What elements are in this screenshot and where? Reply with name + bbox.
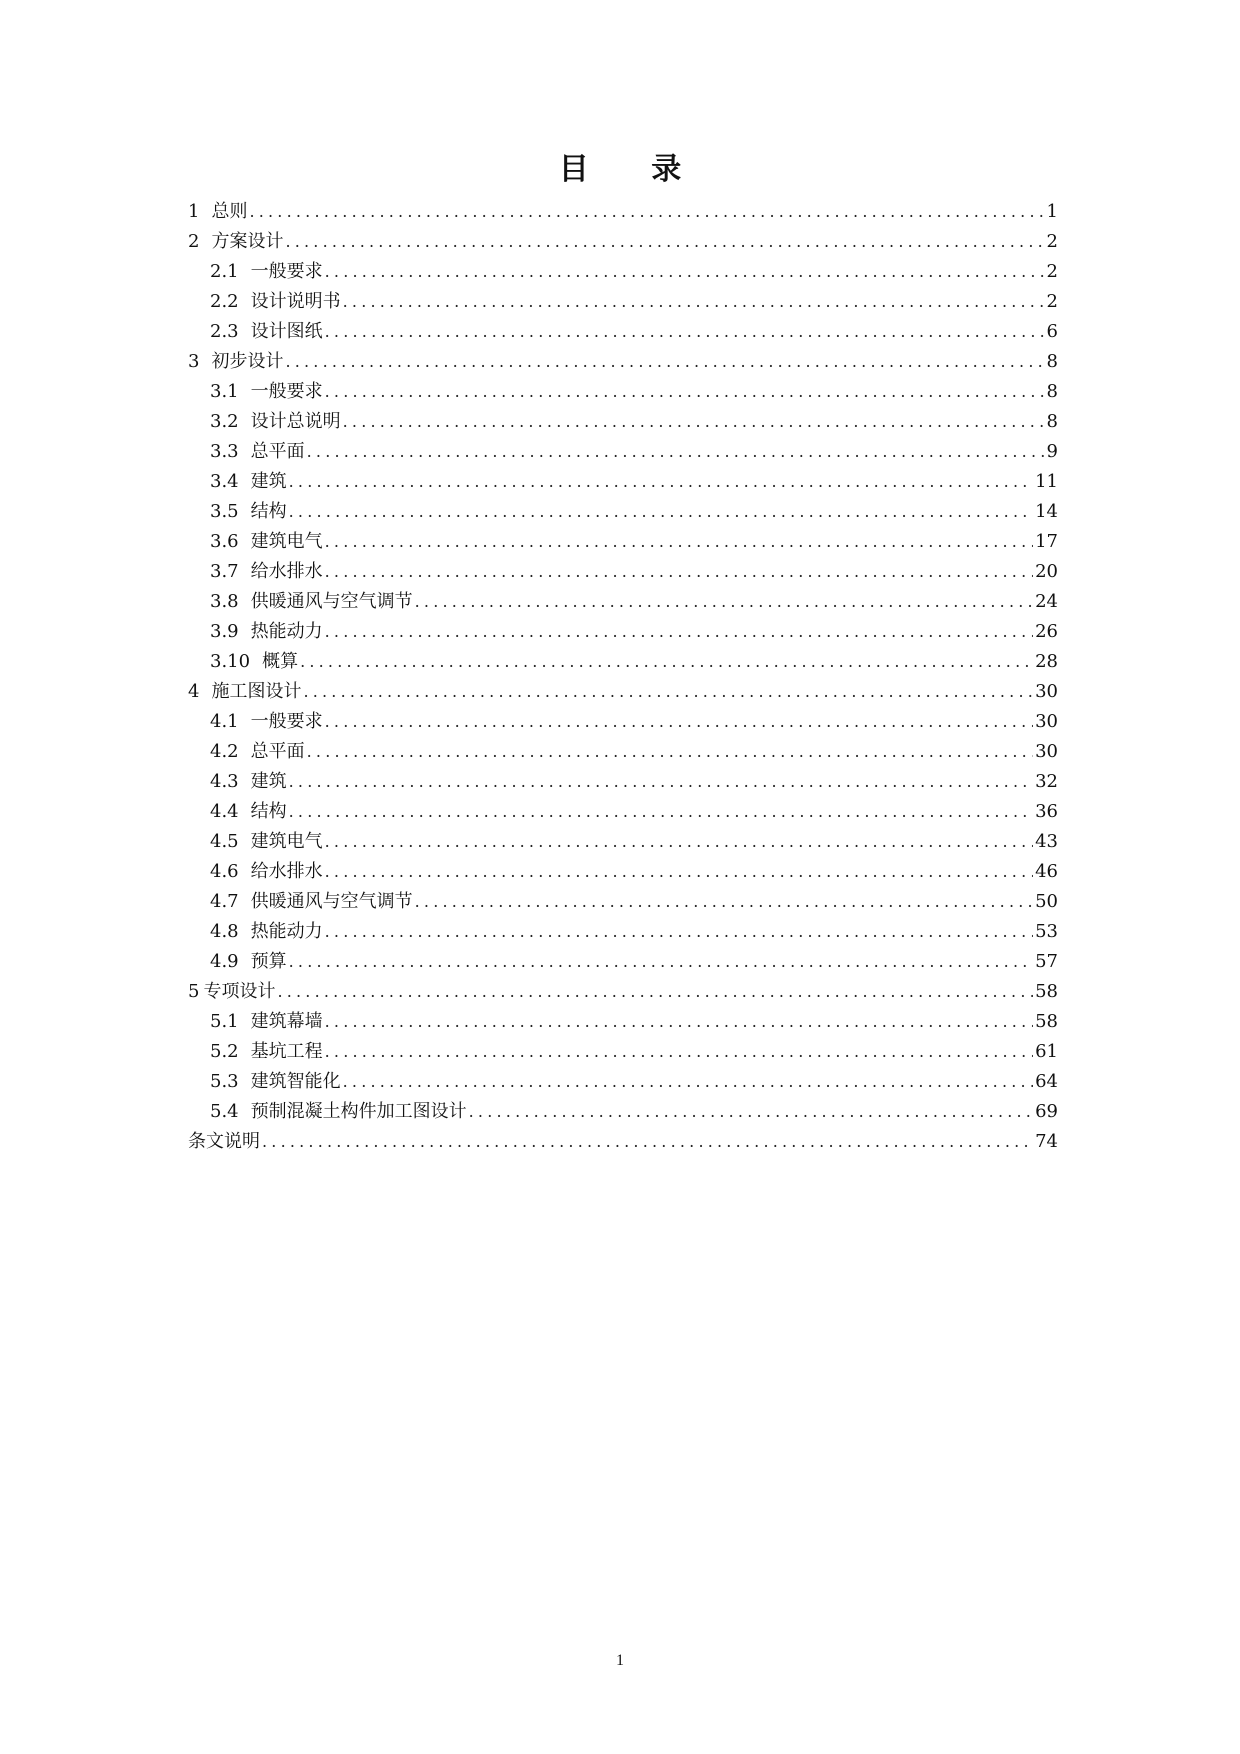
toc-entry-number: 1	[188, 201, 200, 222]
toc-entry-title: 给水排水	[250, 561, 323, 582]
toc-leader-dots	[325, 857, 1033, 887]
page-title: 目 录	[558, 152, 708, 187]
toc-entry[interactable]	[188, 647, 1058, 677]
toc-entry-label	[188, 1127, 260, 1157]
toc-entry[interactable]	[188, 887, 1058, 917]
toc-entry[interactable]	[188, 677, 1058, 707]
toc-entry-label	[210, 587, 413, 617]
toc-leader-dots	[249, 197, 1044, 227]
toc-entry[interactable]	[188, 947, 1058, 977]
toc-entry-page: 28	[1035, 651, 1058, 672]
toc-entry-title: 热能动力	[250, 621, 323, 642]
toc-entry-title: 设计图纸	[250, 321, 323, 342]
toc-leader-dots	[289, 467, 1033, 497]
toc-entry-number: 3.7	[210, 561, 239, 582]
toc-entry-label	[210, 767, 287, 797]
toc-entry-number: 3.8	[210, 591, 239, 612]
toc-entry-title: 一般要求	[250, 381, 323, 402]
toc-leader-dots	[325, 527, 1033, 557]
toc-entry[interactable]	[188, 587, 1058, 617]
toc-entry-page: 17	[1035, 531, 1058, 552]
toc-entry-number: 2.3	[210, 321, 239, 342]
toc-entry-title: 建筑	[250, 471, 287, 492]
toc-leader-dots	[415, 587, 1033, 617]
toc-entry-label	[210, 1067, 341, 1097]
toc-entry-label	[188, 197, 247, 227]
toc-entry-title: 建筑	[250, 771, 287, 792]
toc-leader-dots	[285, 227, 1044, 257]
toc-entry-page: 6	[1046, 321, 1058, 342]
toc-entry-title: 总则	[211, 201, 248, 222]
toc-entry-title: 一般要求	[250, 711, 323, 732]
toc-entry-label	[210, 467, 287, 497]
toc-entry[interactable]	[188, 1007, 1058, 1037]
toc-entry-number: 5.1	[210, 1011, 239, 1032]
toc-entry-title: 方案设计	[211, 231, 284, 252]
toc-entry-number: 2.2	[210, 291, 239, 312]
toc-leader-dots	[325, 1007, 1033, 1037]
toc-entry-page: 26	[1035, 621, 1058, 642]
toc-entry[interactable]	[188, 527, 1058, 557]
toc-entry-label	[188, 347, 283, 377]
toc-entry-page: 57	[1035, 951, 1058, 972]
toc-entry-page: 46	[1035, 861, 1058, 882]
toc-leader-dots	[343, 287, 1045, 317]
toc-entry-title: 供暖通风与空气调节	[250, 891, 413, 912]
toc-entry-title: 建筑幕墙	[250, 1011, 323, 1032]
toc-entry-number: 5.3	[210, 1071, 239, 1092]
toc-entry-number: 3.2	[210, 411, 239, 432]
toc-entry[interactable]	[188, 707, 1058, 737]
toc-entry-number: 4.5	[210, 831, 239, 852]
toc-entry-number: 4.2	[210, 741, 239, 762]
toc-entry-title: 结构	[250, 801, 287, 822]
toc-entry-label	[210, 737, 305, 767]
toc-leader-dots	[325, 557, 1033, 587]
toc-entry[interactable]	[188, 377, 1058, 407]
toc-leader-dots	[300, 647, 1033, 677]
page-number: 1	[616, 1652, 624, 1669]
toc-entry-title: 施工图设计	[211, 681, 302, 702]
toc-leader-dots	[277, 977, 1033, 1007]
toc-leader-dots	[325, 827, 1033, 857]
toc-entry-page: 58	[1035, 981, 1058, 1002]
toc-entry-page: 20	[1035, 561, 1058, 582]
toc-entry-page: 36	[1035, 801, 1058, 822]
toc-entry-number: 5.4	[210, 1101, 239, 1122]
toc-entry[interactable]	[188, 857, 1058, 887]
toc-leader-dots	[415, 887, 1033, 917]
toc-leader-dots	[262, 1127, 1033, 1157]
toc-entry-page: 2	[1046, 261, 1058, 282]
toc-leader-dots	[343, 407, 1045, 437]
toc-entry-label	[210, 1007, 323, 1037]
toc-entry[interactable]	[188, 1097, 1058, 1127]
toc-entry-label	[188, 227, 283, 257]
toc-entry-label	[210, 317, 323, 347]
toc-entry[interactable]	[188, 617, 1058, 647]
toc-entry-page: 8	[1046, 381, 1058, 402]
toc-entry-label	[188, 677, 301, 707]
toc-entry-title: 概算	[262, 651, 299, 672]
toc-entry-title: 初步设计	[211, 351, 284, 372]
toc-entry-number: 4.3	[210, 771, 239, 792]
toc-entry-number: 3.10	[210, 651, 251, 672]
toc-entry[interactable]	[188, 737, 1058, 767]
toc-entry-title: 建筑电气	[250, 531, 323, 552]
toc-entry-number: 3.1	[210, 381, 239, 402]
toc-entry-number: 4	[188, 681, 200, 702]
toc-entry-page: 50	[1035, 891, 1058, 912]
toc-leader-dots	[303, 677, 1033, 707]
toc-entry-page: 61	[1035, 1041, 1058, 1062]
toc-entry[interactable]	[188, 1067, 1058, 1097]
toc-entry-title: 条文说明	[188, 1131, 260, 1152]
toc-entry-label	[210, 407, 341, 437]
toc-entry-number: 5.2	[210, 1041, 239, 1062]
toc-entry[interactable]	[188, 437, 1058, 467]
toc-entry-title: 专项设计	[203, 981, 276, 1002]
toc-leader-dots	[325, 707, 1033, 737]
toc-entry-title: 给水排水	[250, 861, 323, 882]
toc-entry-label	[210, 527, 323, 557]
toc-entry-title: 热能动力	[250, 921, 323, 942]
toc-leader-dots	[289, 497, 1033, 527]
toc-entry-title: 结构	[250, 501, 287, 522]
toc-leader-dots	[325, 617, 1033, 647]
toc-entry-title: 基坑工程	[250, 1041, 323, 1062]
toc-entry-label	[210, 1037, 323, 1067]
toc-entry-label	[210, 617, 323, 647]
toc-entry-label	[210, 377, 323, 407]
toc-entry[interactable]	[188, 797, 1058, 827]
toc-entry-number: 2.1	[210, 261, 239, 282]
toc-entry-page: 1	[1046, 201, 1058, 222]
toc-entry-page: 14	[1035, 501, 1058, 522]
toc-entry-page: 9	[1046, 441, 1058, 462]
toc-entry-number: 4.6	[210, 861, 239, 882]
toc-entry[interactable]	[188, 497, 1058, 527]
toc-leader-dots	[325, 1037, 1033, 1067]
toc-entry-number: 3.6	[210, 531, 239, 552]
toc-entry-label	[210, 1097, 467, 1127]
toc-entry-page: 43	[1035, 831, 1058, 852]
toc-entry[interactable]	[188, 827, 1058, 857]
toc-entry-page: 8	[1046, 411, 1058, 432]
toc-leader-dots	[469, 1097, 1033, 1127]
toc-entry[interactable]	[188, 227, 1058, 257]
toc-entry-label	[210, 797, 287, 827]
toc-entry[interactable]	[188, 917, 1058, 947]
toc-entry-label	[210, 857, 323, 887]
toc-entry-label	[210, 647, 298, 677]
toc-entry-number: 4.8	[210, 921, 239, 942]
toc-leader-dots	[289, 767, 1033, 797]
toc-entry-label	[210, 947, 287, 977]
toc-entry-title: 供暖通风与空气调节	[250, 591, 413, 612]
toc-entry[interactable]	[188, 767, 1058, 797]
toc-entry-label	[210, 707, 323, 737]
toc-entry-title: 预制混凝土构件加工图设计	[250, 1101, 467, 1122]
toc-entry-title: 预算	[250, 951, 287, 972]
toc-entry-page: 11	[1035, 471, 1058, 492]
toc-leader-dots	[343, 1067, 1033, 1097]
toc-entry-number: 3.9	[210, 621, 239, 642]
toc-entry[interactable]	[188, 317, 1058, 347]
toc-leader-dots	[325, 917, 1033, 947]
toc-entry-title: 总平面	[250, 741, 305, 762]
toc-entry-page: 74	[1035, 1131, 1058, 1152]
toc-entry-page: 24	[1035, 591, 1058, 612]
toc-entry-title: 设计说明书	[250, 291, 341, 312]
toc-leader-dots	[289, 797, 1033, 827]
toc-entry-number: 3.4	[210, 471, 239, 492]
toc-leader-dots	[325, 317, 1045, 347]
table-of-contents	[188, 197, 1058, 1157]
toc-entry-page: 2	[1046, 291, 1058, 312]
toc-entry-number: 3.5	[210, 501, 239, 522]
toc-entry[interactable]	[188, 557, 1058, 587]
toc-entry-label	[210, 287, 341, 317]
toc-entry-page: 8	[1046, 351, 1058, 372]
toc-entry-label	[188, 977, 275, 1007]
toc-entry-page: 30	[1035, 711, 1058, 732]
toc-entry[interactable]	[188, 257, 1058, 287]
toc-entry-number: 4.7	[210, 891, 239, 912]
toc-entry[interactable]	[188, 1037, 1058, 1067]
toc-entry-number: 5	[188, 981, 200, 1002]
toc-entry-title: 建筑智能化	[250, 1071, 341, 1092]
toc-entry-page: 30	[1035, 741, 1058, 762]
toc-leader-dots	[289, 947, 1033, 977]
toc-entry-page: 69	[1035, 1101, 1058, 1122]
toc-leader-dots	[307, 437, 1045, 467]
toc-entry-number: 2	[188, 231, 200, 252]
toc-entry-page: 58	[1035, 1011, 1058, 1032]
toc-entry-page: 53	[1035, 921, 1058, 942]
toc-entry-number: 3	[188, 351, 200, 372]
toc-entry-number: 3.3	[210, 441, 239, 462]
toc-entry[interactable]	[188, 1127, 1058, 1157]
toc-entry-page: 30	[1035, 681, 1058, 702]
toc-entry-number: 4.4	[210, 801, 239, 822]
toc-entry-page: 64	[1035, 1071, 1058, 1092]
toc-leader-dots	[325, 257, 1045, 287]
toc-entry-label	[210, 887, 413, 917]
toc-entry[interactable]	[188, 977, 1058, 1007]
toc-entry-page: 2	[1046, 231, 1058, 252]
toc-leader-dots	[285, 347, 1044, 377]
toc-entry-label	[210, 557, 323, 587]
toc-entry-number: 4.1	[210, 711, 239, 732]
toc-entry-title: 设计总说明	[250, 411, 341, 432]
toc-leader-dots	[307, 737, 1033, 767]
toc-entry-title: 建筑电气	[250, 831, 323, 852]
toc-entry-label	[210, 917, 323, 947]
toc-entry-title: 总平面	[250, 441, 305, 462]
toc-entry-label	[210, 827, 323, 857]
toc-entry[interactable]	[188, 287, 1058, 317]
toc-entry-number: 4.9	[210, 951, 239, 972]
toc-entry-title: 一般要求	[250, 261, 323, 282]
toc-entry-label	[210, 257, 323, 287]
toc-entry[interactable]	[188, 467, 1058, 497]
toc-entry[interactable]	[188, 197, 1058, 227]
toc-entry-label	[210, 437, 305, 467]
toc-entry-label	[210, 497, 287, 527]
toc-entry[interactable]	[188, 407, 1058, 437]
toc-entry-page: 32	[1035, 771, 1058, 792]
toc-entry[interactable]	[188, 347, 1058, 377]
toc-leader-dots	[325, 377, 1045, 407]
